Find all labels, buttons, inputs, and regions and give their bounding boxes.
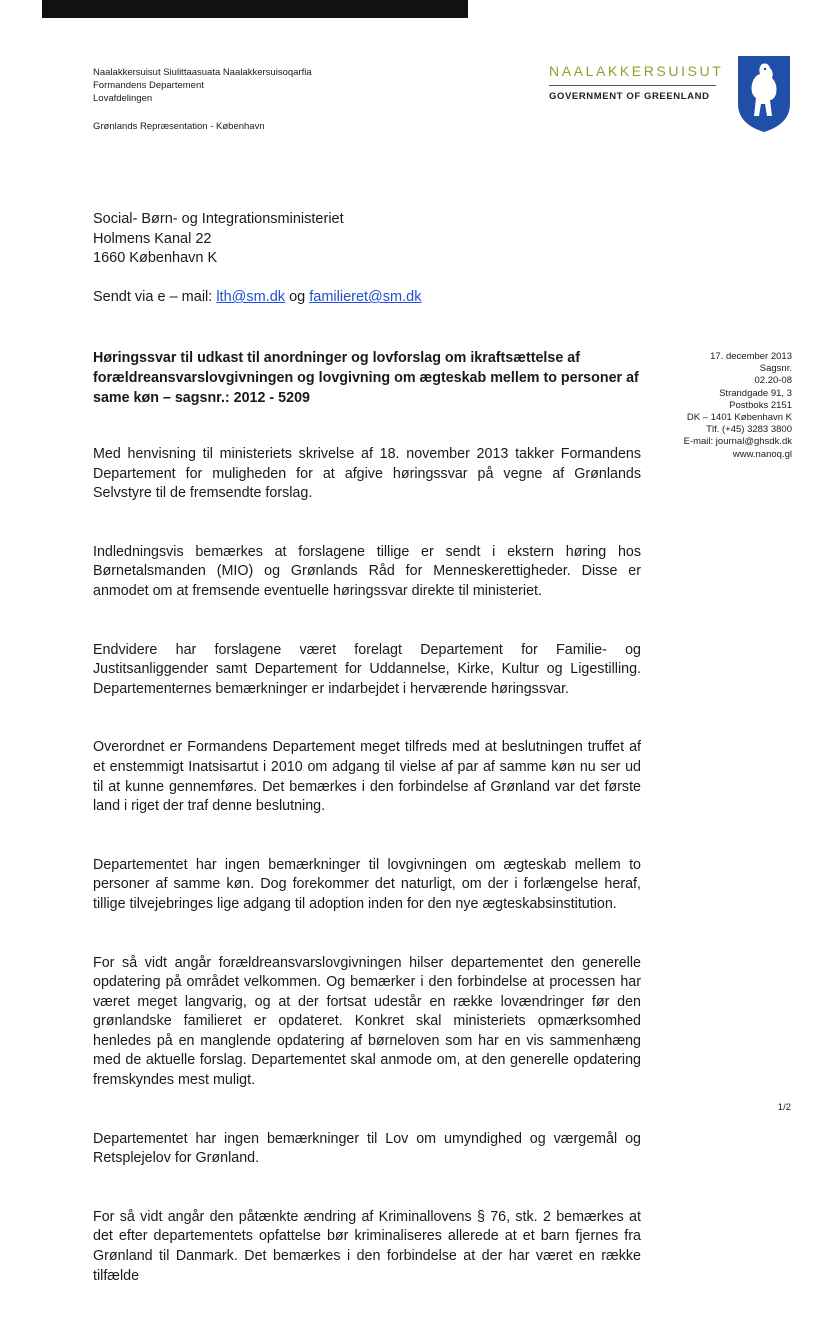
brand-name: NAALAKKERSUISUT xyxy=(549,63,724,79)
brand-logo xyxy=(549,63,724,102)
recipient-address xyxy=(93,210,344,269)
paragraph: Departementet har ingen bemærkninger til lovgivningen om ægteskab mellem to personer af samme køn. Dog forekommer det naturligt, om der i forlængelse heraf, tillige tilvejebringes lige adgang til adoption inden for den nye ægteskabsinstitution. xyxy=(93,856,641,912)
email-link-1[interactable]: lth@sm.dk xyxy=(216,289,286,305)
recipient-street: Holmens Kanal 22 xyxy=(93,230,212,247)
paragraph: Med henvisning til ministeriets skrivelse af 18. november 2013 takker Formandens Departement for muligheden for at afgive høringssvar på vegne af Grønlands Selvstyre til de fremsendte forslag. xyxy=(93,446,641,502)
sent-via-line xyxy=(93,289,421,305)
sender-dept: Formandens Departement xyxy=(93,80,204,91)
paragraph: For så vidt angår forældreansvarslovgivningen hilser departementet den generelle opdatering på området velkommen. Og bemærker i den forbindelse at processen har været meget langvarig, og at der fortsat udestår en række lovændringer før den grønlandske familieret er opdateret. Konkret skal ministeriets opmærksomhed henledes på en manglende opdatering af børneloven som har en vis sammenhæng med de aktuelle forslag. Departementet skal anmode om, at den generelle opdatering fremskyndes mest muligt. xyxy=(93,954,641,1089)
brand-divider xyxy=(549,85,716,86)
sender-unit: Lovafdelingen xyxy=(93,93,153,104)
paragraph: Indledningsvis bemærkes at forslagene tillige er sendt i ekstern høring hos Børnetalsmanden (MIO) og Grønlands Råd for Menneskerettigheder. Disse er anmodet om at fremsende eventuelle høringssvar direkte til ministeriet. xyxy=(93,543,641,599)
letter-body xyxy=(93,445,641,1325)
website: www.nanoq.gl xyxy=(732,448,792,460)
sender-block xyxy=(93,66,312,133)
sent-joiner: og xyxy=(285,289,310,305)
email-link-2[interactable]: familieret@sm.dk xyxy=(309,289,422,305)
sender-representation: Grønlands Repræsentation - København xyxy=(93,121,265,132)
brand-government: GOVERNMENT OF GREENLAND xyxy=(549,91,710,102)
page-number: 1/2 xyxy=(777,1102,791,1113)
paragraph: Endvidere har forslagene været forelagt Departement for Familie- og Justitsanliggender samt Departement for Uddannelse, Kirke, Kultur og Ligestilling. Departementernes bemærkninger er indarbejdet i herværende høringssvar. xyxy=(93,641,641,697)
paragraph: Departementet har ingen bemærkninger til Lov om umyndighed og værgemål og Retsplejelov for Grønland. xyxy=(93,1130,641,1167)
paragraph: Overordnet er Formandens Departement meget tilfreds med at beslutningen truffet af et enstemmigt Inatsisartut i 2010 om adgang til vielse af par af samme køn nu ser ud til at kunne gennemføres. Det bemærkes i den forbindelse af Grønland var det første land i riget der traf denne beslutning. xyxy=(93,739,641,815)
contact-email: E-mail: journal@ghsdk.dk xyxy=(683,436,792,448)
sent-prefix: Sendt via e – mail: xyxy=(93,289,217,305)
sender-org: Naalakkersuisut Siulittaasuata Naalakkersuisoqarfia xyxy=(93,67,312,78)
redaction-bar xyxy=(42,0,468,18)
letter-subject: Høringssvar til udkast til anordninger og lovforslag om ikraftsættelse af forældreansvarslovgivningen og lovgivning om ægteskab mellem to personer af same køn – sagsnr.: 2012 - 5209 xyxy=(93,350,639,406)
case-label: Sagsnr. xyxy=(759,363,792,375)
address-street: Strandgade 91, 3 xyxy=(719,387,792,399)
letter-date: 17. december 2013 xyxy=(710,351,792,362)
address-pobox: Postboks 2151 xyxy=(729,399,792,411)
address-city: DK – 1401 København K xyxy=(686,412,792,424)
paragraph: For så vidt angår den påtænkte ændring af Kriminallovens § 76, stk. 2 bemærkes at det efter departementets opfattelse bør kriminaliseres allerede at et barn fjernes fra Grønland til Danmark. Det bemærkes i den forbindelse at der har været en række tilfælde xyxy=(93,1208,641,1284)
phone-number: Tlf. (+45) 3283 3800 xyxy=(706,424,792,436)
recipient-name: Social- Børn- og Integrationsministeriet xyxy=(93,211,344,227)
case-number: 02.20-08 xyxy=(754,375,792,387)
recipient-city: 1660 København K xyxy=(93,250,218,266)
polar-bear-crest-icon xyxy=(736,54,792,134)
